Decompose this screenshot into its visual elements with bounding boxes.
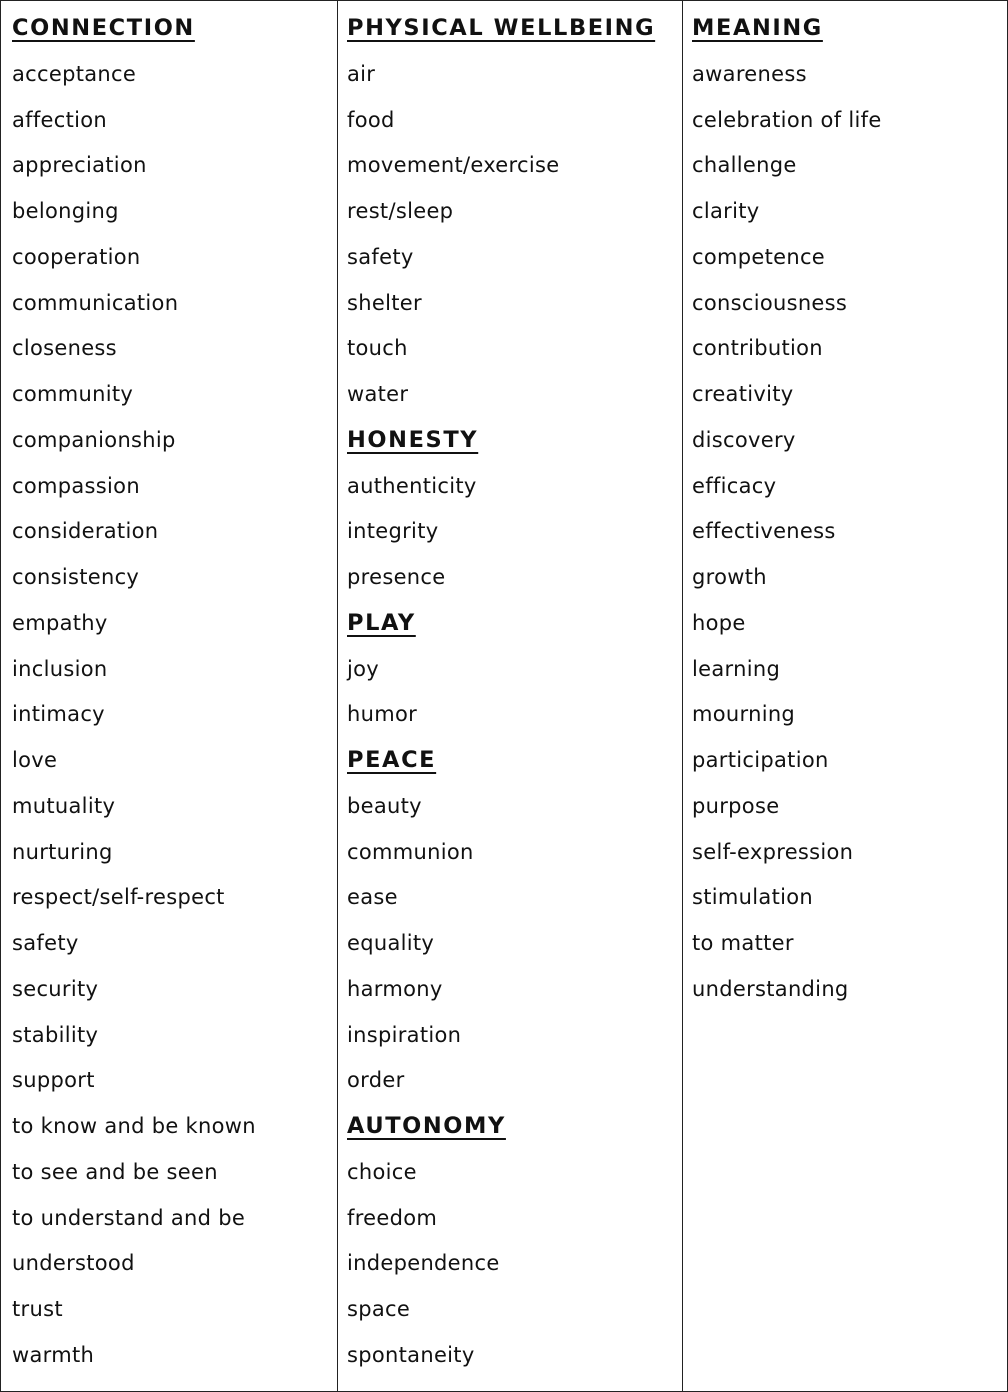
need-item: growth [692,565,767,589]
need-item: to know and be known [12,1114,256,1138]
need-item: creativity [692,382,794,406]
need-item: mourning [692,702,796,727]
section-heading-text: PLAY [347,609,416,636]
need-item: acceptance [12,61,137,86]
need-item: celebration of life [692,107,882,132]
need-item: space [347,1297,411,1321]
section-heading-text: CONNECTION [12,15,195,41]
need-item: to see and be seen [12,1159,218,1184]
need-item: beauty [347,793,422,818]
section-heading-text: AUTONOMY [347,1113,506,1139]
need-item: freedom [347,1205,438,1230]
need-item: mutuality [12,793,116,818]
need-item: understanding [692,976,849,1001]
need-item: touch [347,336,408,361]
need-item: choice [347,1159,417,1184]
need-item: community [12,382,134,406]
section-heading-text: PHYSICAL WELLBEING [347,15,656,41]
need-item: water [347,382,409,406]
need-item: warmth [12,1342,95,1367]
need-item: integrity [347,519,439,544]
need-item: to understand and be [12,1205,246,1230]
need-item: shelter [347,290,422,315]
need-item: safety [347,244,414,269]
need-item: harmony [347,976,443,1001]
section-heading-connection [12,6,337,52]
need-item: self-expression [692,839,854,864]
column-physical-wellbeing [338,1,683,1391]
need-item: discovery [692,427,796,452]
need-item: security [12,976,99,1001]
need-item: inclusion [12,656,108,681]
section-heading-text: HONESTY [347,426,479,453]
need-item: presence [347,565,446,589]
need-item: support [12,1068,95,1093]
section-heading-physical-wellbeing [347,6,682,52]
need-item: humor [347,702,418,727]
need-item: contribution [692,336,823,361]
need-item: spontaneity [347,1342,475,1367]
column-meaning [683,1,1008,1391]
need-item: rest/sleep [347,199,454,223]
need-item: love [12,748,58,772]
need-item: movement/exercise [347,153,560,178]
need-item: respect/self-respect [12,885,225,910]
need-item: companionship [12,427,176,452]
need-item: stimulation [692,885,814,910]
section-heading-text: PEACE [347,747,437,773]
need-item: affection [12,107,108,132]
need-item: trust [12,1297,63,1321]
need-item: intimacy [12,702,105,727]
need-item: purpose [692,793,780,818]
section-heading-honesty [347,418,682,464]
need-item: authenticity [347,473,477,498]
need-item: consideration [12,519,159,544]
column-connection [1,1,338,1391]
need-item: communication [12,290,179,315]
need-item: learning [692,656,781,681]
need-item: empathy [12,610,108,635]
need-item: awareness [692,61,807,86]
need-item: consciousness [692,290,848,315]
need-item: clarity [692,199,760,223]
need-item: safety [12,931,79,955]
section-heading-meaning [692,6,1008,52]
need-item: order [347,1068,405,1093]
need-item: ease [347,885,398,910]
need-item: competence [692,244,826,269]
need-item: inspiration [347,1022,462,1047]
need-item: compassion [12,473,140,498]
need-item: efficacy [692,473,777,498]
need-item: appreciation [12,153,147,178]
need-item: belonging [12,199,119,223]
need-item: independence [347,1251,500,1276]
need-item: closeness [12,336,117,361]
section-heading-text: MEANING [692,15,823,41]
need-item: equality [347,931,435,955]
need-item: cooperation [12,244,141,269]
need-item: hope [692,610,746,635]
need-item: nurturing [12,839,113,864]
need-item: food [347,107,395,132]
need-item: consistency [12,565,140,589]
need-item: communion [347,839,474,864]
need-item: effectiveness [692,519,836,544]
need-item: challenge [692,153,797,178]
need-item: air [347,61,376,86]
need-item: to matter [692,931,794,955]
need-item: participation [692,748,829,772]
need-item: stability [12,1022,99,1047]
need-item: understood [12,1251,135,1276]
section-heading-peace [347,738,682,784]
section-heading-autonomy [347,1104,682,1150]
need-item: joy [347,656,380,681]
section-heading-play [347,601,682,647]
